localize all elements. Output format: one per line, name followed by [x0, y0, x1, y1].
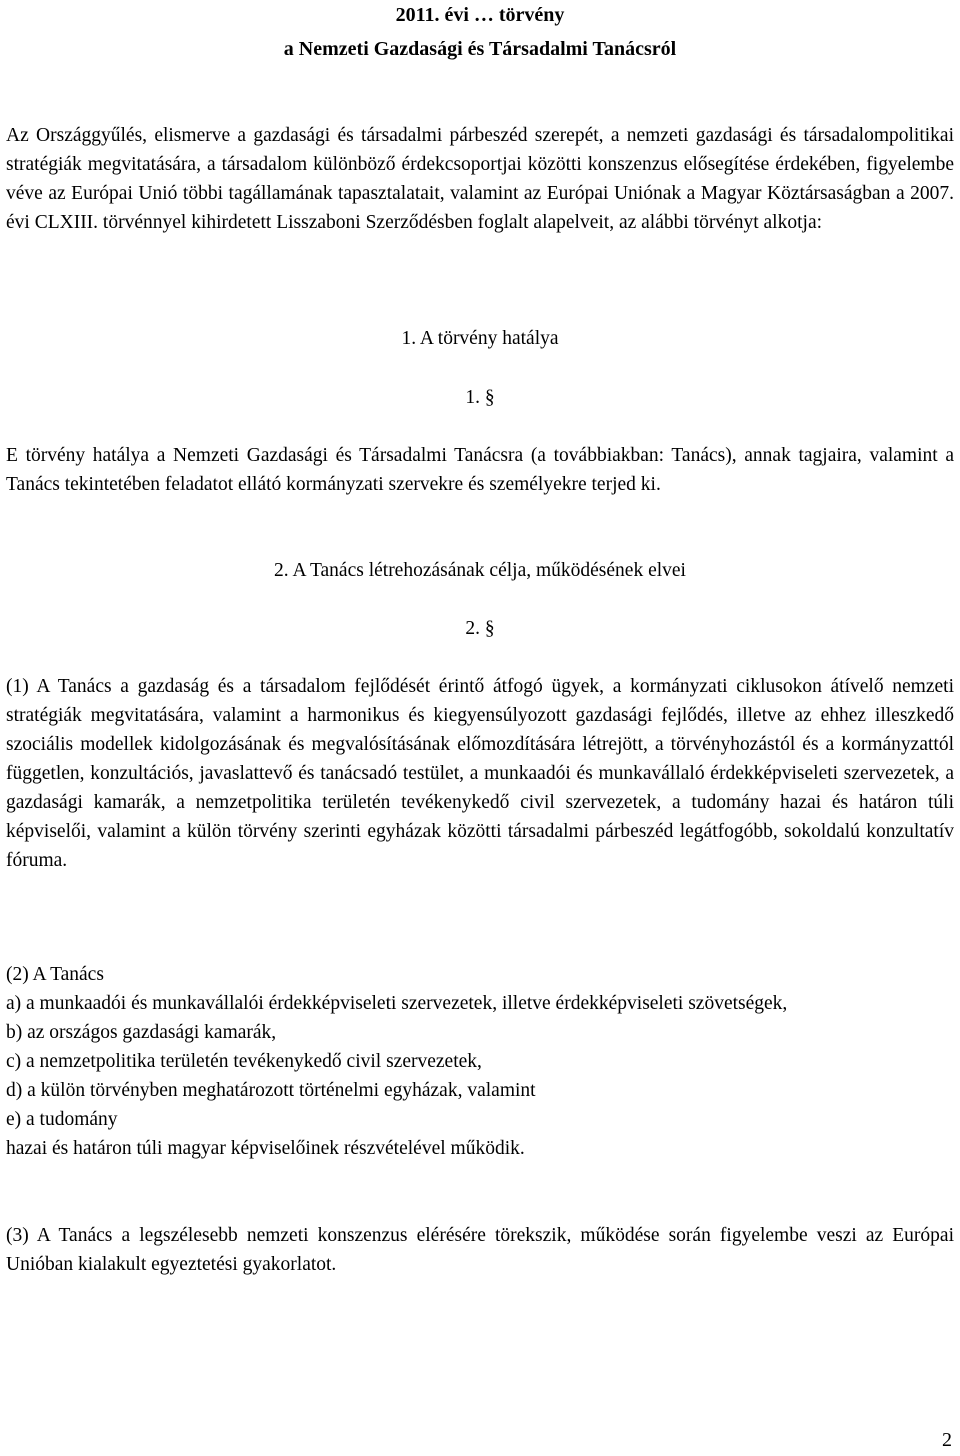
list-item-c: c) a nemzetpolitika területén tevékenykedő civil szervezetek, [6, 1051, 482, 1072]
chapter-2-heading: 2. A Tanács létrehozásának célja, működésének elvei [274, 560, 686, 581]
preamble-paragraph: Az Országgyűlés, elismerve a gazdasági és társadalmi párbeszéd szerepét, a nemzeti gazdasági és társadalompolitikai stratégiák megvitatására, a társadalom különböző érdekcsoportjai közötti konszenzus elősegítése érdekében, figyelembe véve az Európai Unió többi tagállamának tapasztalatait, valamint az Európai Uniónak a Magyar Köztársaságban a 2007. évi CLXIII. törvénnyel kihirdetett Lisszaboni Szerződésben foglalt alapelveit, az alábbi törvényt alkotja: [6, 125, 954, 233]
section-1-mark: 1. § [465, 387, 495, 408]
section-2-paragraph-1: (1) A Tanács a gazdaság és a társadalom fejlődését érintő átfogó ügyek, a kormányzati ciklusokon átívelő nemzeti stratégiák megvitatására, valamint a harmonikus és kiegyensúlyozott gazdasági fejlődés, illetve az ehhez illeszkedő szociális modellek kidolgozásának és megvalósításának előmozdítására létrejött, a törvényhozástól és a kormányzattól független, konzultációs, javaslattevő és tanácsadó testület, a munkaadói és munkavállaló érdekképviseleti szervezetek, a gazdasági kamarák, a nemzetpolitika területén tevékenykedő civil szervezetek, a tudomány hazai és határon túli képviselői, valamint a külön törvény szerinti egyházak közötti társadalmi párbeszéd legátfogóbb, sokoldalú konzultatív fóruma. [6, 676, 954, 871]
chapter-1-heading: 1. A törvény hatálya [401, 328, 559, 349]
title-block [6, 0, 954, 66]
paragraph-2-intro: (2) A Tanács [6, 964, 104, 985]
list-item-d: d) a külön törvényben meghatározott történelmi egyházak, valamint [6, 1080, 536, 1101]
law-title: 2011. évi … törvény [395, 4, 565, 26]
section-2-mark: 2. § [465, 618, 495, 639]
law-subtitle: a Nemzeti Gazdasági és Társadalmi Tanácsról [283, 38, 677, 60]
list-item-a: a) a munkaadói és munkavállalói érdekképviseleti szervezetek, illetve érdekképviseleti szövetségek, [6, 993, 788, 1014]
list-item-b: b) az országos gazdasági kamarák, [6, 1022, 277, 1043]
section-2-paragraph-3: (3) A Tanács a legszélesebb nemzeti konszenzus elérésére törekszik, működése során figyelembe veszi az Európai Unióban kialakult egyeztetési gyakorlatot. [6, 1225, 954, 1275]
page-number: 2 [942, 1429, 952, 1451]
section-2-paragraph-2 [6, 960, 954, 1163]
section-1-text: E törvény hatálya a Nemzeti Gazdasági és Társadalmi Tanácsra (a továbbiakban: Tanács), annak tagjaira, valamint a Tanács tekintetében feladatot ellátó kormányzati szervekre és személyekre terjed ki. [6, 445, 954, 495]
list-item-e: e) a tudomány [6, 1109, 118, 1130]
paragraph-2-closing: hazai és határon túli magyar képviselőinek részvételével működik. [6, 1138, 525, 1159]
